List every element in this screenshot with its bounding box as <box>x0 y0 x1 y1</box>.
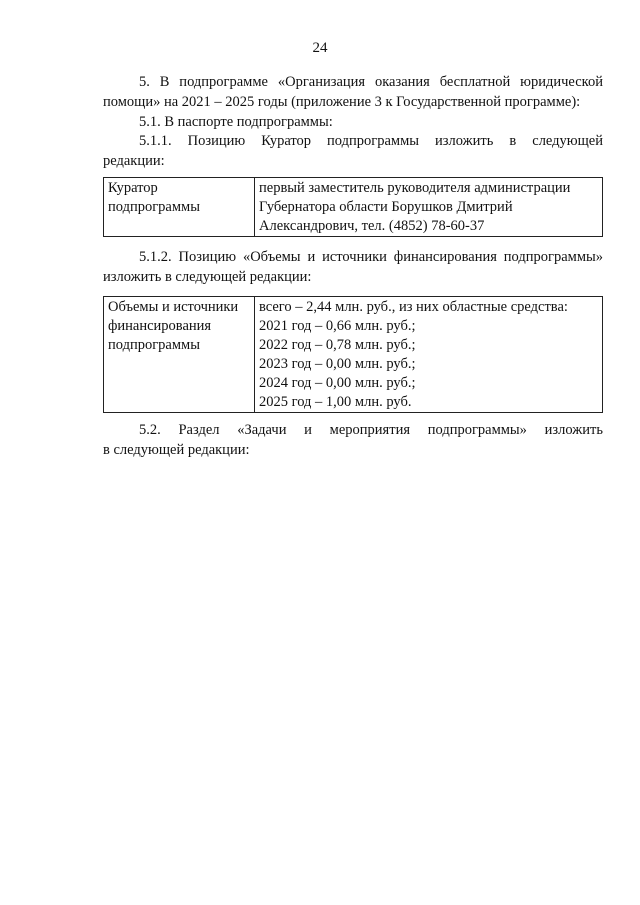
curator-value-line: первый заместитель руководителя администрации <box>259 180 571 196</box>
curator-value-line: Александрович, тел. (4852) 78-60-37 <box>259 218 485 234</box>
paragraph-5-2 <box>103 420 603 460</box>
funding-label-line: подпрограммы <box>108 337 200 353</box>
funding-year-line: 2022 год – 0,78 млн. руб.; <box>259 337 416 353</box>
funding-row <box>104 297 603 413</box>
paragraph-5-2-line-1: 5.2. Раздел «Задачи и мероприятия подпрограммы» изложить <box>139 422 603 438</box>
funding-total-line: всего – 2,44 млн. руб., из них областные средства: <box>259 299 568 315</box>
curator-table <box>103 177 603 237</box>
funding-value-cell <box>255 297 603 413</box>
paragraph-5 <box>103 72 603 112</box>
paragraph-5-1-2-line-1: 5.1.2. Позицию «Объемы и источники финансирования подпрограммы» <box>139 249 603 265</box>
funding-table <box>103 296 603 413</box>
page-number: 24 <box>312 40 328 56</box>
paragraph-5-2-line-2: в следующей редакции: <box>103 442 250 458</box>
paragraph-5-1-2 <box>103 247 603 287</box>
funding-year-line: 2021 год – 0,66 млн. руб.; <box>259 318 416 334</box>
paragraph-5-1-1-line-2: редакции: <box>103 153 165 169</box>
paragraph-5-line-1: 5. В подпрограмме «Организация оказания бесплатной юридической <box>139 74 603 90</box>
curator-row <box>104 178 603 237</box>
funding-year-line: 2025 год – 1,00 млн. руб. <box>259 394 412 410</box>
paragraph-5-1 <box>103 112 603 132</box>
curator-label-line: Куратор <box>108 180 158 196</box>
curator-label-cell <box>104 178 255 237</box>
funding-year-line: 2024 год – 0,00 млн. руб.; <box>259 375 416 391</box>
paragraph-5-1-2-line-2: изложить в следующей редакции: <box>103 269 312 285</box>
funding-label-line: Объемы и источники <box>108 299 239 315</box>
funding-label-cell <box>104 297 255 413</box>
paragraph-5-1-1-line-1: 5.1.1. Позицию Куратор подпрограммы изложить в следующей <box>139 133 603 149</box>
curator-value-line: Губернатора области Борушков Дмитрий <box>259 199 513 215</box>
curator-label-line: подпрограммы <box>108 199 200 215</box>
curator-value-cell <box>255 178 603 237</box>
paragraph-5-1-line: 5.1. В паспорте подпрограммы: <box>139 114 333 130</box>
funding-year-line: 2023 год – 0,00 млн. руб.; <box>259 356 416 372</box>
funding-label-line: финансирования <box>108 318 212 334</box>
paragraph-5-line-2: помощи» на 2021 – 2025 годы (приложение 3 к Государственной программе): <box>103 94 581 110</box>
paragraph-5-1-1 <box>103 131 603 171</box>
